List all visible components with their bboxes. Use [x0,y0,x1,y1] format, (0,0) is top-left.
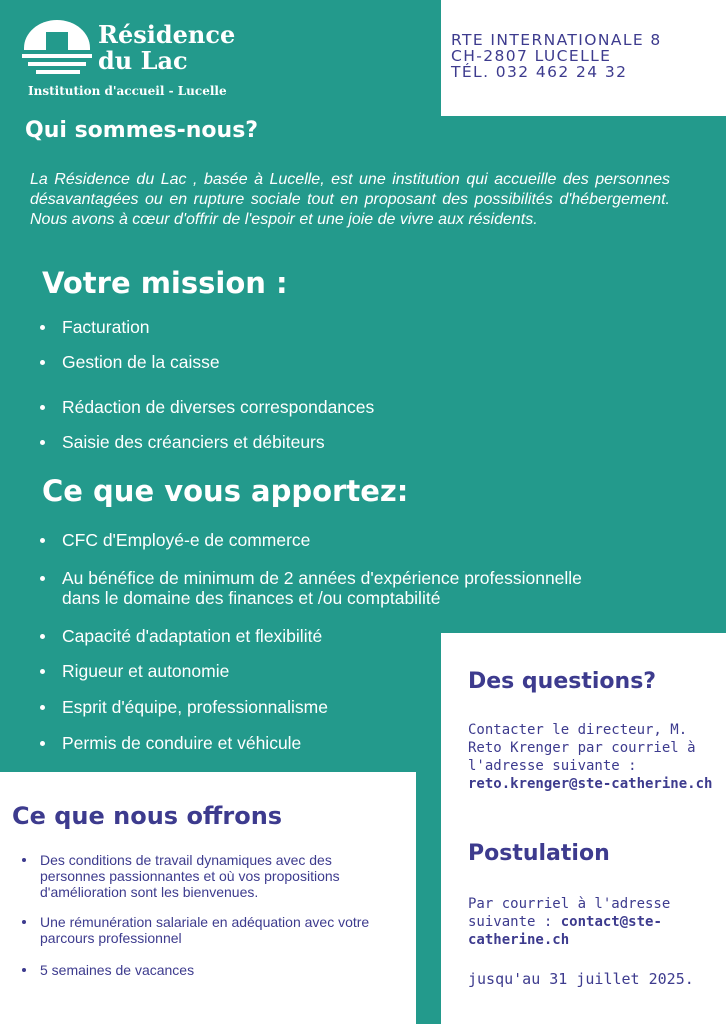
bullet-icon [40,360,45,365]
list-item [40,852,390,900]
list-item-text: Rédaction de diverses correspondances [62,397,375,417]
bullet-icon [40,325,45,330]
bullet-icon [40,538,45,543]
list-item [40,962,390,978]
bullet-icon [40,705,45,710]
list-item [62,317,150,337]
apply-title: Postulation [468,841,610,866]
offer-box [0,772,416,1024]
bullet-icon [22,968,26,972]
questions-text-body: Contacter le directeur, M. Reto Krenger par courriel à l'adresse suivante : [468,722,696,774]
bullet-icon [22,920,26,924]
list-item-text: Rigueur et autonomie [62,661,230,681]
logo-name-line2: du Lac [98,46,188,75]
list-item-text: Des conditions de travail dynamiques avec des personnes passionnantes et où vos propositions d'amélioration sont les bienvenues. [40,852,340,900]
list-item-text: Permis de conduire et véhicule [62,733,302,753]
list-item [62,661,229,681]
list-item [62,626,322,646]
deadline-text: jusqu'au 31 juillet 2025. [468,970,694,988]
address-line3: TÉL. 032 462 24 32 [451,63,628,81]
bullet-icon [40,669,45,674]
list-item [62,432,325,452]
list-item [40,914,390,946]
bullet-icon [22,858,26,862]
logo-name [98,22,235,74]
address-box [441,0,726,116]
list-item-text: Saisie des créanciers et débiteurs [62,432,325,452]
address-line2: CH-2807 LUCELLE [451,47,612,65]
list-item [62,530,310,550]
contact-box [441,633,726,1024]
list-item-text: Esprit d'équipe, professionnalisme [62,697,328,717]
questions-email-link[interactable]: reto.krenger@ste-catherine.ch [468,776,713,792]
logo-subtitle: Institution d'accueil - Lucelle [28,84,227,98]
profile-title: Ce que vous apportez: [42,474,409,508]
about-text: La Résidence du Lac , basée à Lucelle, est une institution qui accueille des personnes désavantagées ou en rupture sociale tout en proposant des possibilités d'hébergement. Nous avons à cœur d'offrir de l'espoir et une joie de vivre aux résidents. [30,171,670,228]
address-line1: RTE INTERNATIONALE 8 [451,31,662,49]
list-item-text: CFC d'Employé-e de commerce [62,530,311,550]
bullet-icon [40,741,45,746]
bullet-icon [40,405,45,410]
list-item-text: dans le domaine des finances et /ou comptabilité [62,588,441,608]
logo-name-line1: Résidence [98,20,236,49]
list-item-text: Facturation [62,317,150,337]
list-item-text: Au bénéfice de minimum de 2 années d'expérience professionnelle [62,568,582,588]
list-item-continuation [62,588,440,608]
list-item [62,352,220,372]
mission-title: Votre mission : [42,266,288,300]
bullet-icon [40,576,45,581]
about-title: Qui sommes-nous? [25,118,259,143]
lake-logo-icon [20,18,94,78]
offer-title: Ce que nous offrons [12,802,283,830]
bullet-icon [40,634,45,639]
list-item-text: Capacité d'adaptation et flexibilité [62,626,323,646]
list-item [62,733,301,753]
list-item [62,697,328,717]
list-item [62,568,582,588]
apply-email-link[interactable]: contact@ste-catherine.ch [468,914,662,948]
list-item-text: 5 semaines de vacances [40,962,195,978]
list-item [62,397,374,417]
apply-text [468,895,718,949]
address [451,32,662,80]
bullet-icon [40,440,45,445]
residence-logo [20,16,250,106]
list-item-text: Une rémunération salariale en adéquation avec votre parcours professionnel [40,914,370,946]
questions-title: Des questions? [468,669,657,694]
list-item-text: Gestion de la caisse [62,352,220,372]
questions-text [468,721,718,793]
apply-text-body: Par courriel à l'adresse suivante : [468,896,671,930]
